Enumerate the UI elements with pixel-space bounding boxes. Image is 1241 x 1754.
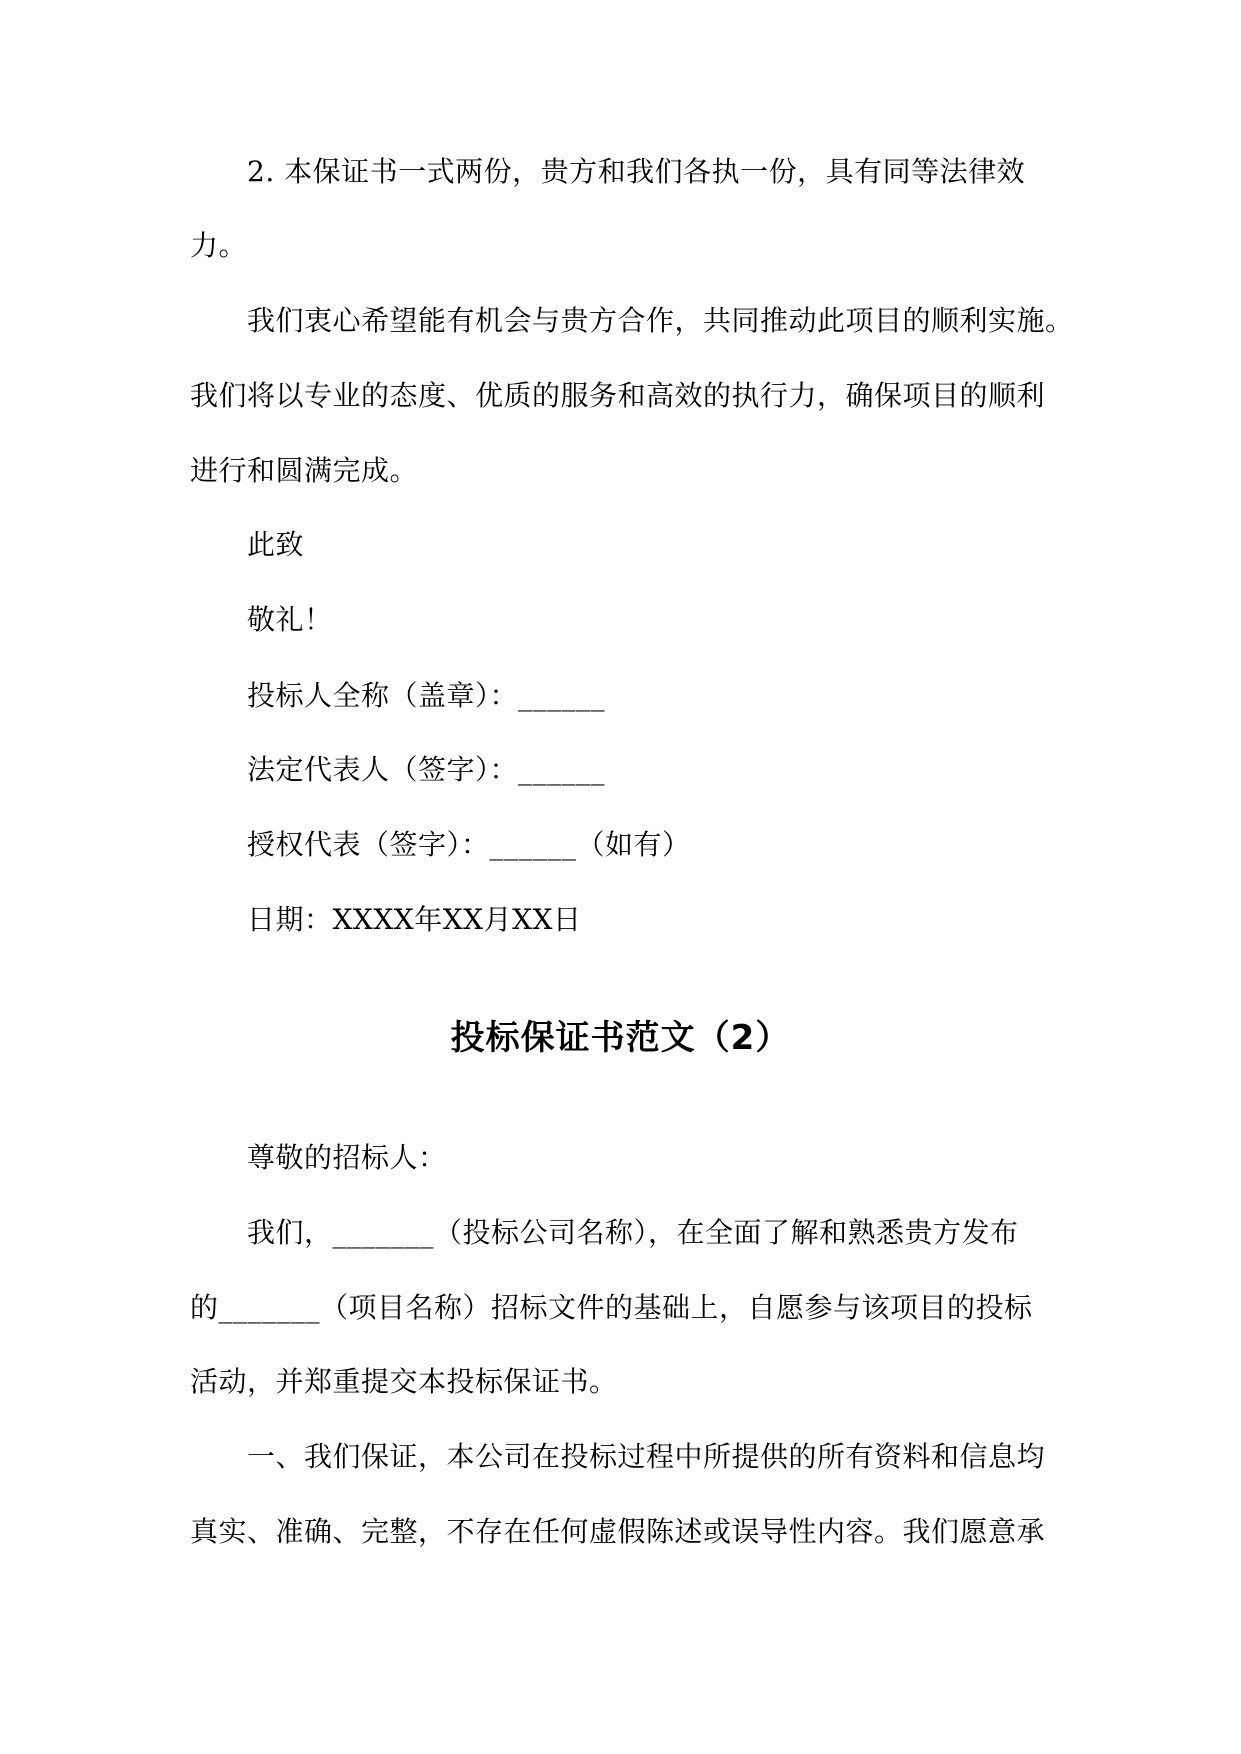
closing-line-2: 敬礼！	[247, 603, 333, 636]
clause-one-line-2: 真实、准确、完整，不存在任何虚假陈述或误导性内容。我们愿意承	[190, 1515, 1046, 1548]
intro-paragraph-line-1: 我们，_______（投标公司名称），在全面了解和熟悉贵方发布	[247, 1216, 1019, 1249]
clause-one-line-1: 一、我们保证，本公司在投标过程中所提供的所有资料和信息均	[247, 1440, 1046, 1473]
intro-paragraph-line-3: 活动，并郑重提交本投标保证书。	[190, 1365, 618, 1398]
closing-line-1: 此致	[247, 528, 305, 561]
date-field: 日期：XXXX年XX月XX日	[247, 903, 582, 936]
validity-paragraph-line-2: 力。	[190, 229, 248, 262]
salutation: 尊敬的招标人：	[247, 1141, 447, 1174]
authorized-representative-field: 授权代表（签字）：______（如有）	[247, 828, 691, 861]
legal-representative-field: 法定代表人（签字）：______	[247, 753, 606, 786]
intro-paragraph-line-2: 的_______（项目名称）招标文件的基础上，自愿参与该项目的投标	[190, 1291, 1033, 1324]
validity-paragraph-line-1: 2. 本保证书一式两份，贵方和我们各执一份，具有同等法律效	[247, 155, 1026, 188]
section-title: 投标保证书范文（2）	[450, 1018, 791, 1058]
cooperation-paragraph-line-1: 我们衷心希望能有机会与贵方合作，共同推动此项目的顺利实施。	[247, 304, 1074, 337]
cooperation-paragraph-line-2: 我们将以专业的态度、优质的服务和高效的执行力，确保项目的顺利	[190, 379, 1046, 412]
bidder-name-field: 投标人全称（盖章）：______	[247, 679, 606, 712]
cooperation-paragraph-line-3: 进行和圆满完成。	[190, 454, 419, 487]
